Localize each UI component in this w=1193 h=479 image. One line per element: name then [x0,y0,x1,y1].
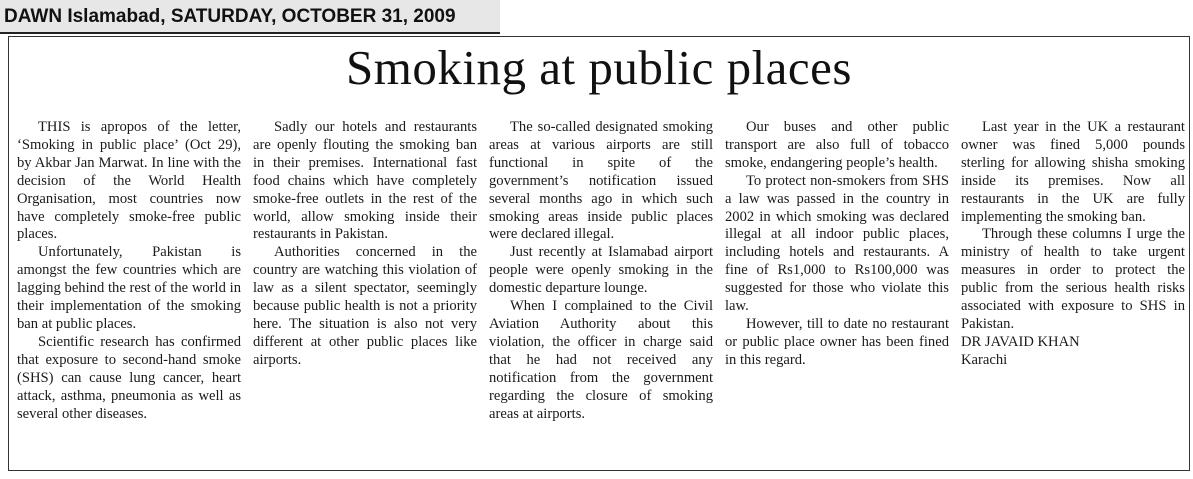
article-paragraph: Sadly our hotels and restaurants are openly flouting the smoking ban in their premises. International fast food chains which have completely smoke-free outlets in the rest of the world, allow smoking inside their restaurants in Pakistan. [253,119,477,243]
article-paragraph: The so-called designated smoking areas at various airports are still functional in spite of the government’s notification issued several months ago in which such smoking areas inside public places were declared illegal. [489,119,713,243]
article-paragraph: However, till to date no restaurant or public place owner has been fined in this regard. [725,315,949,368]
article-paragraph: Our buses and other public transport are also full of tobacco smoke, endangering people’s health. [725,119,949,171]
article-column-5 [961,119,1185,370]
article-paragraph: To protect non-smokers from SHS a law was passed in the country in 2002 in which smoking was declared illegal at all indoor public places, including hotels and restaurants. A fine of Rs1,000 to Rs100,000 was suggested for those who violate this law. [725,172,949,315]
article-paragraph: Just recently at Islamabad airport people were openly smoking in the domestic departure lounge. [489,244,713,297]
dateline: DAWN Islamabad, SATURDAY, OCTOBER 31, 2009 [0,0,500,34]
article-paragraph: Last year in the UK a restaurant owner was fined 5,000 pounds sterling for allowing shisha smoking inside its premises. Now all restaurants in the UK are fully implementing the smoking ban. [961,119,1185,225]
article-paragraph: Authorities concerned in the country are watching this violation of law as a silent spectator, seemingly because public health is not a priority here. The situation is also not very different at other public places like airports. [253,244,477,368]
article-column-4 [725,119,949,370]
author-city: Karachi [961,351,1008,368]
article-paragraph: Unfortunately, Pakistan is amongst the few countries which are lagging behind the rest of the world in their implementation of the smoking ban at public places. [17,244,241,332]
article-column-3 [489,119,713,423]
article-paragraph: Scientific research has confirmed that exposure to second-hand smoke (SHS) can cause lung cancer, heart attack, asthma, pneumonia as well as several other diseases. [17,333,241,422]
article-paragraph: Through these columns I urge the ministry of health to take urgent measures in order to protect the public from the serious health risks associated with exposure to SHS in Pakistan. [961,226,1185,332]
headline: Smoking at public places [346,40,852,95]
author-name: DR JAVAID KHAN [961,333,1080,350]
article-paragraph: THIS is apropos of the letter, ‘Smoking in public place’ (Oct 29), by Akbar Jan Marwat. In line with the decision of the World Health Organisation, most countries now have completely smoke-free public places. [17,119,241,243]
article-paragraph: When I complained to the Civil Aviation Authority about this violation, the officer in charge said that he had not received any notification from the government regarding the closure of smoking areas at airports. [489,298,713,422]
article-column-2 [253,119,477,370]
article-column-1 [17,119,241,423]
